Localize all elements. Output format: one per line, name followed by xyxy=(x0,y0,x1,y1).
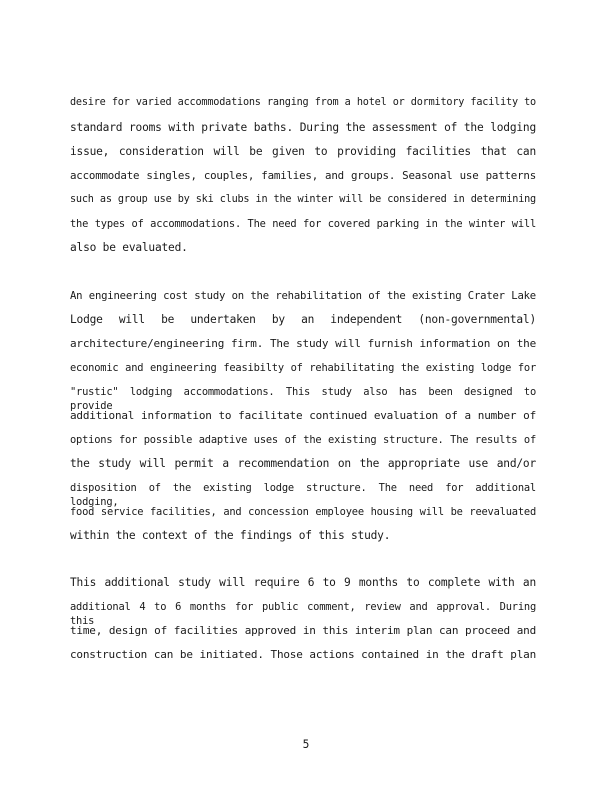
paragraph-line: the study will permit a recommendation on the appropriate use and/or xyxy=(70,457,536,470)
paragraph-line: standard rooms with private baths. During the assessment of the lodging xyxy=(70,121,536,134)
paragraph-line: This additional study will require 6 to 9 months to complete with an xyxy=(70,576,536,589)
paragraph-line: architecture/engineering firm. The study will furnish information on the xyxy=(70,337,536,350)
paragraph-line: Lodge will be undertaken by an independent (non-governmental) xyxy=(70,313,536,326)
paragraph-line: "rustic" lodging accommodations. This study also has been designed to provide xyxy=(70,386,536,412)
paragraph-line: time, design of facilities approved in this interim plan can proceed and xyxy=(70,624,536,637)
paragraph-line: food service facilities, and concession employee housing will be reevaluated xyxy=(70,506,536,518)
paragraph-line: economic and engineering feasibilty of rehabilitating the existing lodge for xyxy=(70,362,536,374)
paragraph-line: accommodate singles, couples, families, and groups. Seasonal use patterns xyxy=(70,169,536,182)
paragraph-line: disposition of the existing lodge structure. The need for additional lodging, xyxy=(70,482,536,508)
paragraph-line: construction can be initiated. Those actions contained in the draft plan xyxy=(70,648,536,661)
paragraph-line: the types of accommodations. The need for covered parking in the winter will xyxy=(70,218,536,230)
paragraph-line: additional information to facilitate continued evaluation of a number of xyxy=(70,409,536,422)
paragraph-line: additional 4 to 6 months for public comment, review and approval. During this xyxy=(70,601,536,627)
page-number: 5 xyxy=(302,738,310,751)
paragraph-line: issue, consideration will be given to providing facilities that can xyxy=(70,145,536,158)
paragraph-line: within the context of the findings of this study. xyxy=(70,529,391,542)
paragraph-line: desire for varied accommodations ranging from a hotel or dormitory facility to xyxy=(70,97,536,108)
paragraph-line: such as group use by ski clubs in the winter will be considered in determining xyxy=(70,194,536,205)
paragraph-line: options for possible adaptive uses of the existing structure. The results of xyxy=(70,434,536,446)
paragraph-line: also be evaluated. xyxy=(70,241,188,254)
paragraph-line: An engineering cost study on the rehabilitation of the existing Crater Lake xyxy=(70,290,536,302)
